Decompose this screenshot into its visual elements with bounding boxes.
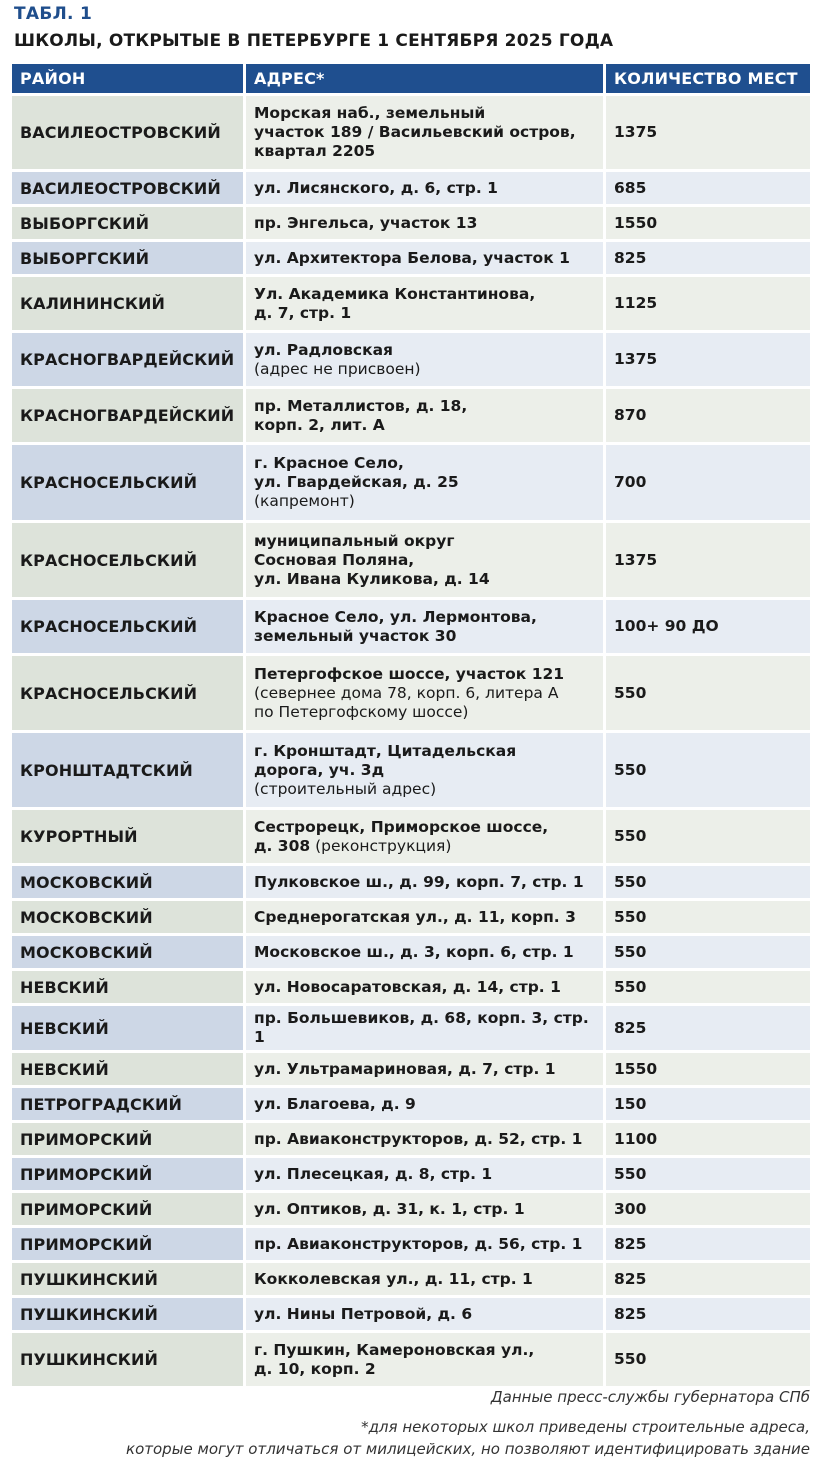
cell-address [246,172,606,207]
cell-district: НЕВСКИЙ [12,1006,246,1053]
schools-table [12,64,810,1389]
address-line [254,570,595,589]
address-text: ул. Новосаратовская, д. 14, стр. 1 [254,977,561,996]
address-text: ул. Архитектора Белова, участок 1 [254,248,570,267]
address-line [254,1165,595,1184]
address-text: участок 189 / Васильевский остров, [254,123,576,141]
address-line [254,341,595,360]
cell-address [246,1053,606,1088]
cell-seats: 150 [606,1088,810,1123]
table-row [12,1298,810,1333]
cell-seats: 1125 [606,277,810,333]
asterisk-note-line-2: которые могут отличаться от милицейских, но позволяют идентифицировать здание [126,1440,810,1458]
table-row [12,333,810,389]
address-text: Петергофское шоссе, участок 121 [254,664,565,683]
table-row [12,733,810,810]
cell-seats: 1550 [606,207,810,242]
address-line [254,179,595,198]
table-row [12,1333,810,1389]
address-text: ул. Ультрамариновая, д. 7, стр. 1 [254,1059,556,1078]
cell-seats: 1375 [606,96,810,172]
cell-district: КРАСНОСЕЛЬСКИЙ [12,523,246,600]
address-line [254,416,595,435]
cell-seats: 825 [606,1298,810,1333]
table-row [12,389,810,445]
cell-address [246,389,606,445]
address-text: г. Кронштадт, Цитадельская [254,741,517,760]
address-line [254,532,595,551]
address-line [254,703,595,722]
address-text: д. 7, стр. 1 [254,303,352,322]
cell-address [246,333,606,389]
cell-address [246,96,606,172]
address-text: Сестрорецк, Приморское шоссе, [254,817,549,836]
cell-district: КРАСНОГВАРДЕЙСКИЙ [12,333,246,389]
cell-seats: 685 [606,172,810,207]
address-note: (севернее дома 78, корп. 6, литера А [254,683,559,702]
source-note: Данные пресс-службы губернатора СПб [490,1388,810,1406]
cell-address [246,936,606,971]
cell-district: КРАСНОСЕЛЬСКИЙ [12,445,246,523]
cell-district: КРОНШТАДТСКИЙ [12,733,246,810]
address-note: (реконструкция) [310,836,452,855]
address-line [254,780,595,799]
cell-seats: 550 [606,656,810,733]
cell-seats: 550 [606,1333,810,1389]
address-line [254,397,595,416]
column-header-address: АДРЕС* [246,64,606,96]
address-line [254,1360,595,1379]
address-text: д. 308 [254,836,311,855]
address-line [254,285,595,304]
asterisk-note-line-1: *для некоторых школ приведены строительные адреса, [361,1418,810,1436]
address-line [254,627,595,646]
address-text: г. Красное Село, [254,454,404,472]
cell-address [246,1123,606,1158]
cell-address [246,1263,606,1298]
cell-address [246,901,606,936]
cell-district: ПЕТРОГРАДСКИЙ [12,1088,246,1123]
cell-district: ПРИМОРСКИЙ [12,1228,246,1263]
cell-district: ВАСИЛЕОСТРОВСКИЙ [12,96,246,172]
cell-district: ВАСИЛЕОСТРОВСКИЙ [12,172,246,207]
cell-address [246,1088,606,1123]
cell-seats: 300 [606,1193,810,1228]
table-row [12,656,810,733]
cell-district: КРАСНОГВАРДЕЙСКИЙ [12,389,246,445]
address-note: (капремонт) [254,492,355,510]
cell-seats: 550 [606,1158,810,1193]
cell-district: ПУШКИНСКИЙ [12,1298,246,1333]
address-line [254,837,595,856]
table-row [12,1088,810,1123]
column-header-seats: КОЛИЧЕСТВО МЕСТ [606,64,810,96]
cell-address [246,733,606,810]
address-line [254,551,595,570]
table-title: ШКОЛЫ, ОТКРЫТЫЕ В ПЕТЕРБУРГЕ 1 СЕНТЯБРЯ 2025 ГОДА [14,31,614,51]
table-row [12,901,810,936]
address-line [254,978,595,997]
cell-address [246,1193,606,1228]
address-line [254,742,595,761]
cell-seats: 870 [606,389,810,445]
address-text: ул. Ивана Куликова, д. 14 [254,569,490,588]
table-row [12,1053,810,1088]
address-note: (адрес не присвоен) [254,359,421,378]
cell-address [246,971,606,1006]
cell-district: МОСКОВСКИЙ [12,866,246,901]
cell-seats: 1550 [606,1053,810,1088]
table-row [12,445,810,523]
cell-district: ПРИМОРСКИЙ [12,1123,246,1158]
cell-district: МОСКОВСКИЙ [12,936,246,971]
cell-address [246,1298,606,1333]
cell-district: КУРОРТНЫЙ [12,810,246,866]
address-text: квартал 2205 [254,142,376,160]
address-line [254,943,595,962]
table-row [12,600,810,656]
address-line [254,908,595,927]
address-line [254,1235,595,1254]
address-text: д. 10, корп. 2 [254,1359,376,1378]
address-line [254,1060,595,1079]
table-row [12,277,810,333]
cell-address [246,242,606,277]
cell-seats: 550 [606,733,810,810]
address-text: Пулковское ш., д. 99, корп. 7, стр. 1 [254,872,584,891]
address-text: ул. Лисянского, д. 6, стр. 1 [254,178,498,197]
address-line [254,1130,595,1149]
cell-district: НЕВСКИЙ [12,971,246,1006]
cell-district: НЕВСКИЙ [12,1053,246,1088]
cell-district: ВЫБОРГСКИЙ [12,207,246,242]
address-line [254,1270,595,1289]
address-text: земельный участок 30 [254,626,457,645]
cell-seats: 825 [606,1006,810,1053]
address-text: корп. 2, лит. А [254,415,385,434]
address-line [254,873,595,892]
cell-address [246,866,606,901]
table-row [12,1123,810,1158]
cell-district: ПРИМОРСКИЙ [12,1193,246,1228]
table-body [12,96,810,1389]
cell-address [246,1228,606,1263]
cell-address [246,277,606,333]
cell-seats: 100+ 90 ДО [606,600,810,656]
cell-seats: 550 [606,971,810,1006]
address-line [254,1095,595,1114]
address-line [254,492,595,511]
cell-seats: 550 [606,866,810,901]
cell-seats: 825 [606,1228,810,1263]
address-text: пр. Энгельса, участок 13 [254,213,478,232]
cell-address [246,600,606,656]
table-row [12,242,810,277]
address-line [254,473,595,492]
cell-district: КРАСНОСЕЛЬСКИЙ [12,656,246,733]
address-line [254,214,595,233]
cell-seats: 700 [606,445,810,523]
table-row [12,1228,810,1263]
cell-address [246,523,606,600]
cell-seats: 550 [606,810,810,866]
address-text: Ул. Академика Константинова, [254,284,536,303]
table-row [12,523,810,600]
cell-district: КАЛИНИНСКИЙ [12,277,246,333]
table-number-label: ТАБЛ. 1 [14,4,93,24]
table-row [12,96,810,172]
cell-address [246,656,606,733]
address-line [254,1200,595,1219]
address-line [254,1341,595,1360]
table-row [12,810,810,866]
table-row [12,1006,810,1053]
table-row [12,971,810,1006]
address-line [254,304,595,323]
table-row [12,866,810,901]
cell-seats: 1375 [606,333,810,389]
address-line [254,684,595,703]
table-header-row [12,64,810,96]
address-line [254,1305,595,1324]
address-text: Московское ш., д. 3, корп. 6, стр. 1 [254,942,574,961]
address-text: Сосновая Поляна, [254,550,415,569]
cell-district: ПУШКИНСКИЙ [12,1263,246,1298]
table-row [12,1158,810,1193]
address-line [254,123,595,142]
address-text: пр. Авиаконструкторов, д. 52, стр. 1 [254,1129,583,1148]
address-text: ул. Нины Петровой, д. 6 [254,1304,473,1323]
cell-address [246,1158,606,1193]
table-row [12,1193,810,1228]
table-row [12,207,810,242]
address-line [254,1009,595,1047]
cell-district: КРАСНОСЕЛЬСКИЙ [12,600,246,656]
asterisk-note [126,1416,810,1460]
address-text: пр. Авиаконструкторов, д. 56, стр. 1 [254,1234,583,1253]
cell-address [246,207,606,242]
address-text: ул. Радловская [254,340,394,359]
address-text: ул. Благоева, д. 9 [254,1094,416,1113]
address-text: г. Пушкин, Камероновская ул., [254,1340,535,1359]
table-row [12,936,810,971]
address-line [254,360,595,379]
cell-seats: 1100 [606,1123,810,1158]
address-line [254,249,595,268]
table-row [12,1263,810,1298]
cell-address [246,445,606,523]
address-line [254,608,595,627]
address-text: пр. Большевиков, д. 68, корп. 3, стр. 1 [254,1009,589,1046]
address-text: Красное Село, ул. Лермонтова, [254,607,537,626]
address-line [254,104,595,123]
address-text: ул. Оптиков, д. 31, к. 1, стр. 1 [254,1199,525,1218]
address-text: Кокколевская ул., д. 11, стр. 1 [254,1269,533,1288]
address-text: Морская наб., земельный [254,104,486,122]
cell-district: ПРИМОРСКИЙ [12,1158,246,1193]
cell-address [246,1333,606,1389]
address-line [254,818,595,837]
address-text: ул. Гвардейская, д. 25 [254,473,459,491]
cell-district: ВЫБОРГСКИЙ [12,242,246,277]
cell-seats: 550 [606,936,810,971]
cell-district: ПУШКИНСКИЙ [12,1333,246,1389]
address-note: по Петергофскому шоссе) [254,702,469,721]
address-note: (строительный адрес) [254,779,437,798]
address-text: дорога, уч. 3д [254,760,385,779]
address-line [254,142,595,161]
cell-seats: 825 [606,242,810,277]
address-line [254,454,595,473]
cell-district: МОСКОВСКИЙ [12,901,246,936]
cell-address [246,1006,606,1053]
address-text: Среднерогатская ул., д. 11, корп. 3 [254,907,576,926]
cell-address [246,810,606,866]
column-header-district: РАЙОН [12,64,246,96]
table-row [12,172,810,207]
address-text: ул. Плесецкая, д. 8, стр. 1 [254,1164,493,1183]
cell-seats: 825 [606,1263,810,1298]
address-line [254,665,595,684]
address-text: пр. Металлистов, д. 18, [254,396,468,415]
cell-seats: 1375 [606,523,810,600]
cell-seats: 550 [606,901,810,936]
address-line [254,761,595,780]
address-text: муниципальный округ [254,531,455,550]
